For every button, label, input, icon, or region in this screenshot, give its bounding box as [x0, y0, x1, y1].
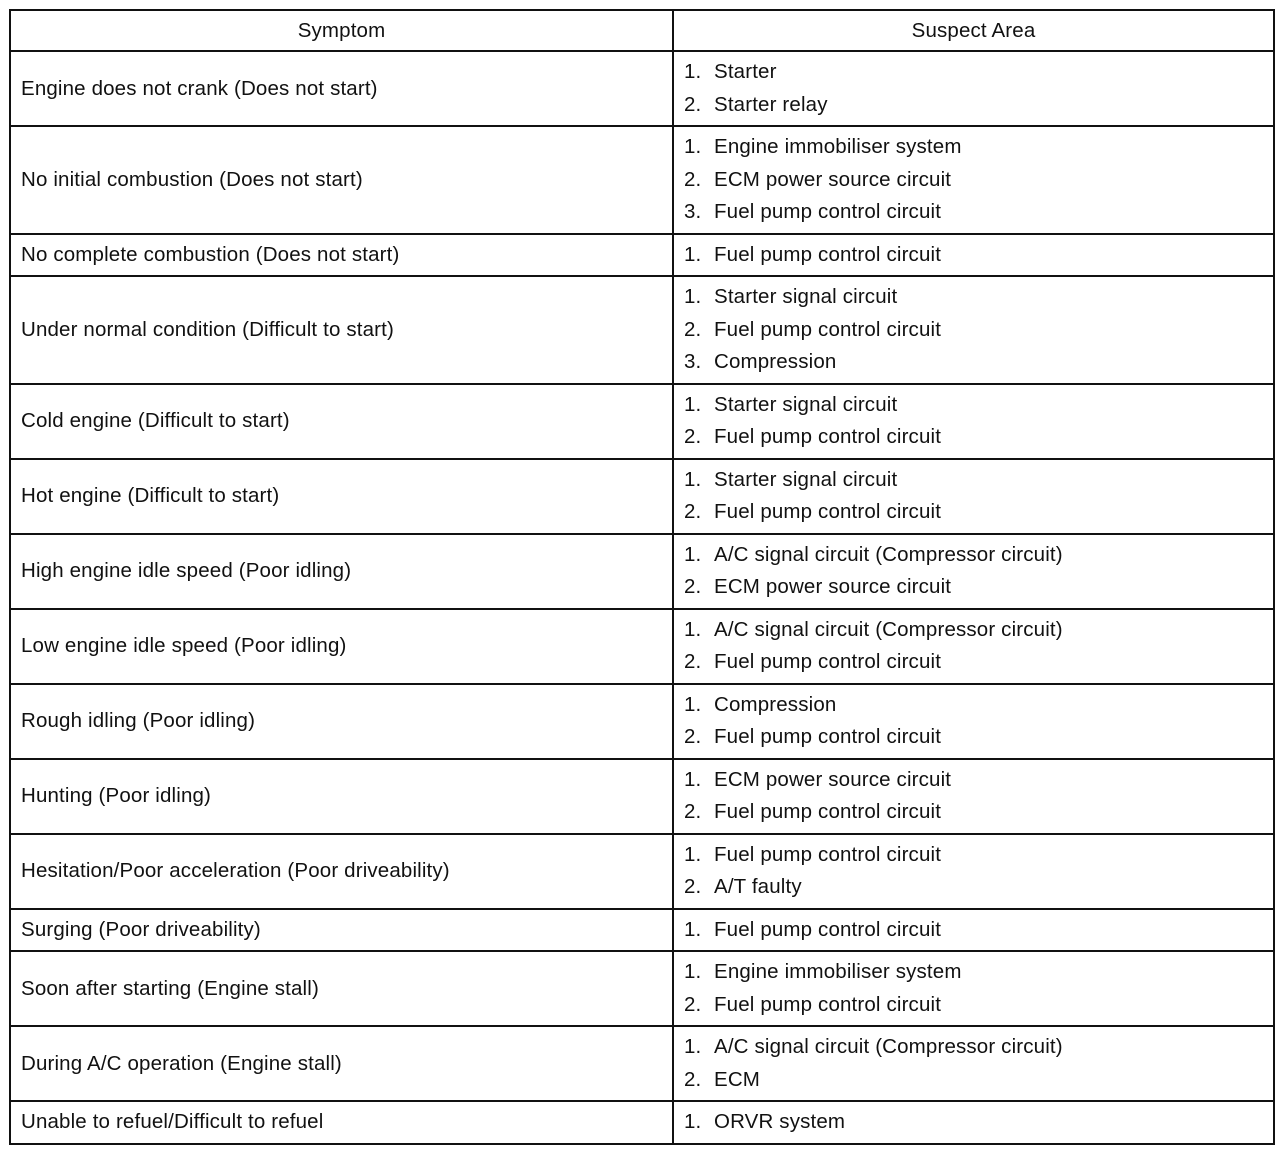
symptom-cell: Rough idling (Poor idling) [10, 684, 673, 759]
suspect-area-text: Starter signal circuit [714, 467, 898, 491]
suspect-area-item [684, 914, 1273, 947]
suspect-area-cell [673, 234, 1274, 277]
table-row [10, 609, 1274, 684]
suspect-area-text: Engine immobiliser system [714, 135, 962, 158]
suspect-area-list [684, 610, 1273, 683]
symptom-cell: Engine does not crank (Does not start) [10, 51, 673, 126]
suspect-area-text: A/C signal circuit (Compressor circuit) [714, 617, 1063, 641]
suspect-area-cell [673, 951, 1274, 1026]
suspect-area-number: 2. [684, 425, 702, 448]
suspect-area-list [684, 1102, 1273, 1143]
suspect-area-item [684, 464, 1273, 497]
suspect-area-number: 1. [684, 1110, 702, 1133]
suspect-area-number: 1. [684, 960, 702, 983]
suspect-area-cell [673, 834, 1274, 909]
suspect-area-list [684, 235, 1273, 276]
table-row [10, 1101, 1274, 1144]
suspect-area-item [684, 1064, 1273, 1097]
suspect-area-list [684, 277, 1273, 383]
table-row [10, 276, 1274, 384]
symptom-cell: High engine idle speed (Poor idling) [10, 534, 673, 609]
symptom-cell: Hot engine (Difficult to start) [10, 459, 673, 534]
suspect-area-text: Fuel pump control circuit [714, 500, 942, 523]
suspect-area-item [684, 314, 1273, 347]
suspect-area-item [684, 571, 1273, 604]
suspect-area-list [684, 460, 1273, 533]
symptom-table [9, 9, 1275, 1145]
symptom-cell: No complete combustion (Does not start) [10, 234, 673, 277]
suspect-area-number: 1. [684, 60, 702, 83]
suspect-area-cell [673, 459, 1274, 534]
suspect-area-number: 3. [684, 350, 702, 373]
table-body [10, 51, 1274, 1144]
suspect-area-text: Fuel pump control circuit [714, 425, 942, 448]
suspect-area-text: Engine immobiliser system [714, 960, 962, 983]
suspect-area-cell [673, 126, 1274, 234]
suspect-area-number: 2. [684, 317, 702, 341]
suspect-area-number: 1. [684, 467, 702, 491]
suspect-area-number: 1. [684, 842, 702, 866]
suspect-area-number: 1. [684, 392, 702, 416]
suspect-area-number: 2. [684, 500, 702, 523]
symptom-cell: Under normal condition (Difficult to start) [10, 276, 673, 384]
suspect-area-cell [673, 909, 1274, 952]
suspect-area-item [684, 1106, 1273, 1139]
suspect-area-text: Starter relay [714, 92, 828, 116]
suspect-area-item [684, 989, 1273, 1022]
table-row [10, 234, 1274, 277]
suspect-area-item [684, 539, 1273, 572]
suspect-area-number: 1. [684, 692, 702, 716]
table-row [10, 534, 1274, 609]
suspect-area-text: A/T faulty [714, 875, 802, 898]
suspect-area-text: Fuel pump control circuit [714, 242, 942, 266]
suspect-area-text: Fuel pump control circuit [714, 317, 942, 341]
suspect-area-cell [673, 51, 1274, 126]
table-row [10, 951, 1274, 1026]
suspect-area-list [684, 535, 1273, 608]
suspect-area-number: 2. [684, 650, 702, 673]
symptom-cell: Soon after starting (Engine stall) [10, 951, 673, 1026]
suspect-area-item [684, 164, 1273, 197]
suspect-area-item [684, 721, 1273, 754]
suspect-area-header: Suspect Area [673, 10, 1274, 51]
suspect-area-text: A/C signal circuit (Compressor circuit) [714, 1035, 1063, 1058]
suspect-area-list [684, 1027, 1273, 1100]
suspect-area-item [684, 239, 1273, 272]
suspect-area-list [684, 385, 1273, 458]
suspect-area-text: Fuel pump control circuit [714, 800, 942, 823]
suspect-area-number: 3. [684, 200, 702, 223]
suspect-area-item [684, 956, 1273, 989]
table-row [10, 1026, 1274, 1101]
suspect-area-number: 1. [684, 1035, 702, 1058]
table-row [10, 684, 1274, 759]
suspect-area-list [684, 685, 1273, 758]
suspect-area-text: Starter signal circuit [714, 392, 898, 416]
symptom-header: Symptom [10, 10, 673, 51]
suspect-area-text: Fuel pump control circuit [714, 917, 942, 941]
suspect-area-number: 1. [684, 617, 702, 641]
suspect-area-text: Fuel pump control circuit [714, 992, 942, 1016]
table-row [10, 459, 1274, 534]
suspect-area-text: A/C signal circuit (Compressor circuit) [714, 542, 1063, 566]
table-row [10, 384, 1274, 459]
suspect-area-item [684, 689, 1273, 722]
suspect-area-cell [673, 759, 1274, 834]
suspect-area-item [684, 496, 1273, 529]
suspect-area-item [684, 281, 1273, 314]
suspect-area-text: ECM power source circuit [714, 575, 952, 598]
suspect-area-number: 2. [684, 800, 702, 823]
suspect-area-list [684, 760, 1273, 833]
table-row [10, 834, 1274, 909]
suspect-area-number: 2. [684, 1067, 702, 1091]
symptom-cell: Hesitation/Poor acceleration (Poor driveability) [10, 834, 673, 909]
symptom-cell: Unable to refuel/Difficult to refuel [10, 1101, 673, 1144]
symptom-cell: Surging (Poor driveability) [10, 909, 673, 952]
suspect-area-item [684, 131, 1273, 164]
symptom-cell: Cold engine (Difficult to start) [10, 384, 673, 459]
suspect-area-text: ECM power source circuit [714, 767, 952, 791]
suspect-area-cell [673, 534, 1274, 609]
suspect-area-item [684, 89, 1273, 122]
suspect-area-text: Starter [714, 60, 777, 83]
suspect-area-cell [673, 384, 1274, 459]
suspect-area-cell [673, 684, 1274, 759]
table-row [10, 759, 1274, 834]
suspect-area-item [684, 56, 1273, 89]
suspect-area-item [684, 614, 1273, 647]
suspect-area-item [684, 796, 1273, 829]
table-row [10, 51, 1274, 126]
suspect-area-list [684, 835, 1273, 908]
suspect-area-item [684, 764, 1273, 797]
suspect-area-number: 1. [684, 242, 702, 266]
suspect-area-number: 2. [684, 992, 702, 1016]
symptom-cell: During A/C operation (Engine stall) [10, 1026, 673, 1101]
suspect-area-text: Fuel pump control circuit [714, 650, 942, 673]
suspect-area-cell [673, 1101, 1274, 1144]
suspect-area-number: 2. [684, 875, 702, 898]
suspect-area-item [684, 839, 1273, 872]
suspect-area-item [684, 196, 1273, 229]
suspect-area-text: Compression [714, 350, 837, 373]
table-row [10, 909, 1274, 952]
suspect-area-cell [673, 276, 1274, 384]
suspect-area-item [684, 346, 1273, 379]
suspect-area-text: Fuel pump control circuit [714, 200, 942, 223]
suspect-area-number: 1. [684, 285, 702, 308]
suspect-area-number: 2. [684, 575, 702, 598]
suspect-area-list [684, 910, 1273, 951]
suspect-area-text: Fuel pump control circuit [714, 842, 942, 866]
suspect-area-text: ECM [714, 1067, 761, 1091]
suspect-area-number: 2. [684, 725, 702, 748]
suspect-area-number: 1. [684, 767, 702, 791]
suspect-area-list [684, 127, 1273, 233]
symptom-cell: Low engine idle speed (Poor idling) [10, 609, 673, 684]
suspect-area-text: Starter signal circuit [714, 285, 898, 308]
table-row [10, 126, 1274, 234]
symptom-cell: Hunting (Poor idling) [10, 759, 673, 834]
suspect-area-cell [673, 1026, 1274, 1101]
suspect-area-text: Compression [714, 692, 837, 716]
suspect-area-number: 2. [684, 92, 702, 116]
suspect-area-item [684, 871, 1273, 904]
suspect-area-list [684, 52, 1273, 125]
suspect-area-number: 1. [684, 917, 702, 941]
suspect-area-text: ORVR system [714, 1110, 846, 1133]
suspect-area-number: 1. [684, 135, 702, 158]
suspect-area-cell [673, 609, 1274, 684]
suspect-area-text: ECM power source circuit [714, 167, 952, 191]
suspect-area-item [684, 389, 1273, 422]
suspect-area-item [684, 1031, 1273, 1064]
symptom-cell: No initial combustion (Does not start) [10, 126, 673, 234]
suspect-area-text: Fuel pump control circuit [714, 725, 942, 748]
suspect-area-item [684, 421, 1273, 454]
suspect-area-number: 2. [684, 167, 702, 191]
suspect-area-item [684, 646, 1273, 679]
suspect-area-number: 1. [684, 542, 702, 566]
header-row [10, 10, 1274, 51]
suspect-area-list [684, 952, 1273, 1025]
